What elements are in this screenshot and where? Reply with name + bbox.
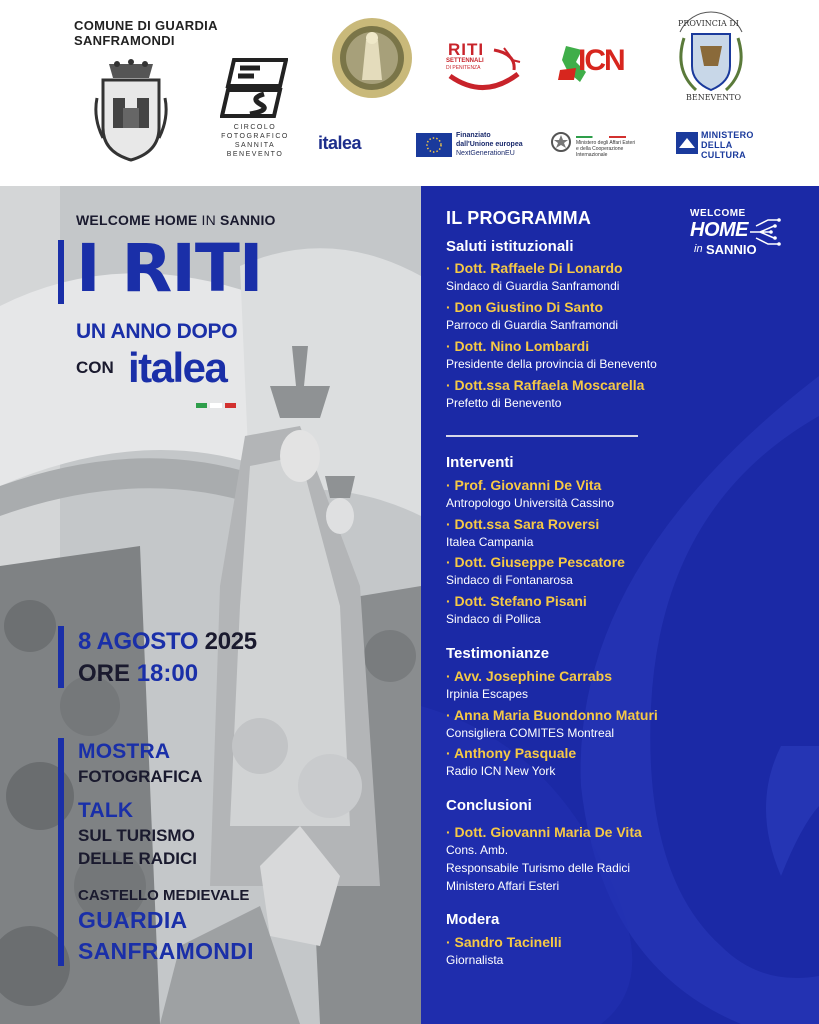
riti-settennali-medal-icon — [330, 14, 414, 102]
date-accent-bar — [58, 626, 64, 688]
welcome-home-sannio-logo: WELCOME HOME in SANNIO — [690, 208, 782, 266]
program-title: IL PROGRAMMA — [446, 208, 592, 228]
event-time: ORE 18:00 — [78, 660, 199, 687]
speaker-role: Antropologo Università Cassino — [446, 496, 615, 510]
speaker-role: Presidente della provincia di Benevento — [446, 357, 657, 371]
event-date: 8 AGOSTO 2025 — [78, 628, 257, 655]
speaker-name: · Anna Maria Buondonno Maturi — [446, 707, 658, 723]
speaker-name: · Dott. Nino Lombardi — [446, 338, 590, 354]
italea-logo-small: italea — [318, 133, 362, 153]
speaker-role: Sindaco di Fontanarosa — [446, 573, 573, 587]
circolo-fotografico-logo-icon — [220, 56, 288, 120]
speaker-name: · Dott.ssa Raffaela Moscarella — [446, 377, 645, 393]
title-accent-bar — [58, 240, 64, 304]
speaker-role: Giornalista — [446, 953, 504, 967]
comune-crest-icon — [93, 58, 169, 162]
speaker-role: Sindaco di Guardia Sanframondi — [446, 279, 620, 293]
mae-text: Ministero degli Affari Esteri e della Cooperazione Internazionale — [576, 136, 648, 158]
speaker-name: · Anthony Pasquale — [446, 745, 577, 761]
icn-radio-logo: ICN — [556, 42, 640, 86]
events-accent-bar — [58, 738, 64, 966]
eu-funding-text: Finanziato dall'Unione europea NextGenerationEU — [456, 132, 523, 157]
svg-text:BENEVENTO: BENEVENTO — [686, 93, 742, 102]
riti-settennali-logo: RITI SETTENNALI DI PENITENZA — [444, 40, 524, 94]
venue-name-1: GUARDIA — [78, 907, 188, 933]
provincia-benevento-logo-icon — [670, 10, 752, 102]
interventi-heading: Interventi — [446, 454, 514, 471]
conclusioni-heading: Conclusioni — [446, 797, 532, 814]
talk-subtitle-2: DELLE RADICI — [78, 849, 197, 868]
speaker-name: · Don Giustino Di Santo — [446, 299, 604, 315]
svg-text:PROVINCIA DI: PROVINCIA DI — [678, 19, 739, 28]
speaker-name: · Dott. Giovanni Maria De Vita — [446, 824, 642, 840]
italea-logo-large: italea — [128, 344, 227, 391]
eu-flag-icon — [416, 133, 452, 157]
speaker-name: · Dott. Stefano Pisani — [446, 593, 587, 609]
venue-name-2: SANFRAMONDI — [78, 938, 254, 964]
welcome-home-label: WELCOME HOME IN SANNIO — [76, 212, 276, 228]
con-label: CON — [76, 358, 114, 377]
speaker-role: Sindaco di Pollica — [446, 612, 541, 626]
speaker-role: Parroco di Guardia Sanframondi — [446, 318, 619, 332]
speaker-role: Irpinia Escapes — [446, 687, 529, 701]
mostra-subtitle: FOTOGRAFICA — [78, 767, 203, 786]
circuit-lines-icon — [750, 218, 782, 248]
logo-header — [0, 0, 819, 186]
modera-heading: Modera — [446, 911, 500, 928]
speaker-name: · Prof. Giovanni De Vita — [446, 477, 602, 493]
talk-title: TALK — [78, 799, 134, 822]
event-subtitle: UN ANNO DOPO — [76, 320, 238, 343]
comune-title: COMUNE DI GUARDIA SANFRAMONDI — [74, 18, 218, 48]
speaker-role: Ministero Affari Esteri — [446, 879, 560, 893]
speaker-name: · Dott. Raffaele Di Lonardo — [446, 260, 623, 276]
saluti-heading: Saluti istituzionali — [446, 238, 574, 255]
ministero-cultura-text: MINISTERO DELLA CULTURA — [701, 130, 754, 160]
speaker-role: Cons. Amb. — [446, 843, 509, 857]
crown-of-thorns-icon — [444, 40, 524, 94]
venue-label: CASTELLO MEDIEVALE — [78, 887, 250, 904]
italian-republic-emblem-icon — [550, 130, 572, 154]
speaker-role: Prefetto di Benevento — [446, 396, 562, 410]
italian-flag-icon — [196, 403, 236, 408]
circolo-text: CIRCOLO FOTOGRAFICO SANNITA BENEVENTO — [221, 124, 289, 158]
mostra-title: MOSTRA — [78, 740, 171, 763]
testimonianze-heading: Testimonianze — [446, 645, 550, 662]
speaker-name: · Sandro Tacinelli — [446, 934, 562, 950]
speaker-name: · Avv. Josephine Carrabs — [446, 668, 612, 684]
speaker-role: Radio ICN New York — [446, 764, 556, 778]
speaker-role: Italea Campania — [446, 535, 534, 549]
speaker-role: Responsabile Turismo delle Radici — [446, 861, 631, 875]
speaker-name: · Dott. Giuseppe Pescatore — [446, 554, 625, 570]
speaker-role: Consigliera COMITES Montreal — [446, 726, 615, 740]
program-divider — [446, 435, 638, 437]
speaker-name: · Dott.ssa Sara Roversi — [446, 516, 600, 532]
event-title: I RITI — [76, 230, 263, 307]
talk-subtitle-1: SUL TURISMO — [78, 826, 195, 845]
ministero-cultura-icon — [676, 132, 698, 154]
